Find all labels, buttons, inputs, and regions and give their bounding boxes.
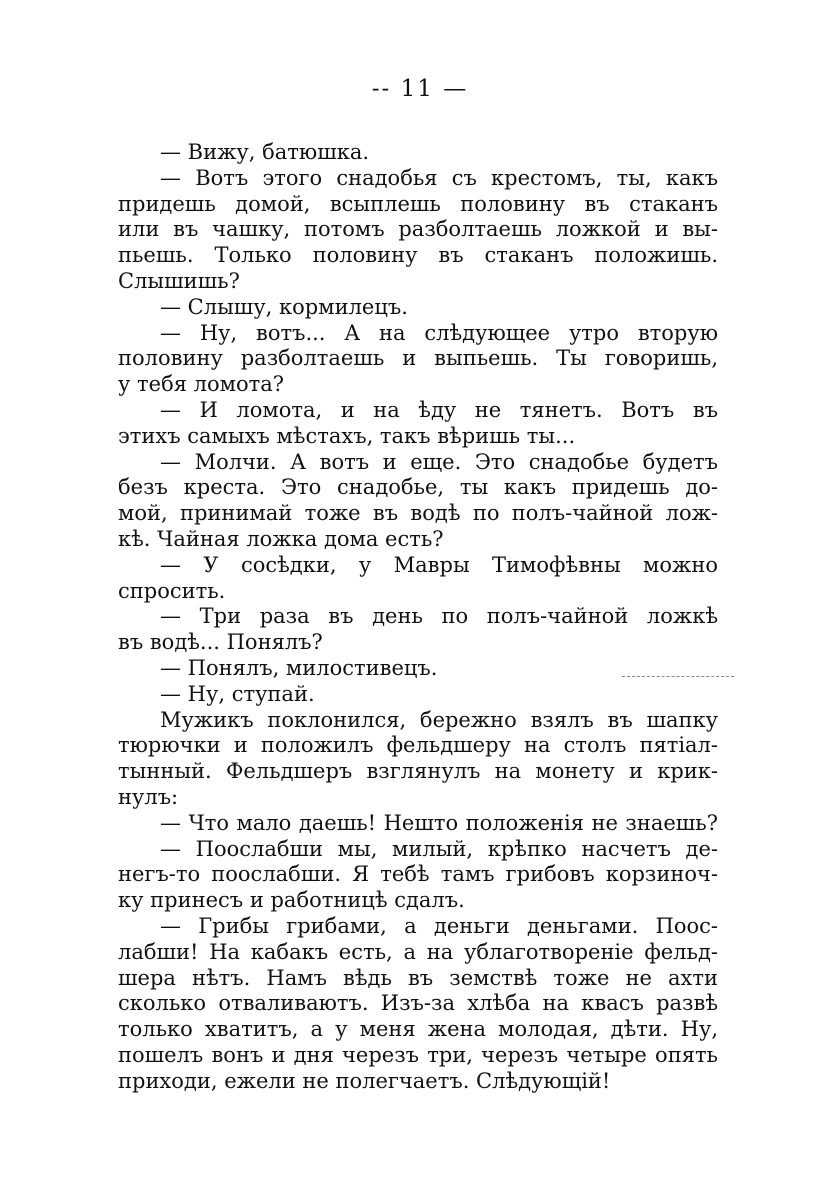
text-line: — И ломота, и на ѣду не тянетъ. Вотъ въ: [160, 397, 718, 422]
text-line: — Ну, вотъ... А на слѣдующее утро вторую: [160, 320, 718, 345]
text-line: только хватитъ, а у меня жена молодая, дѣти. Ну,: [118, 1017, 718, 1042]
text-line: негъ-то пооcлабши. Я тебѣ тамъ грибовъ корзиноч-: [118, 862, 718, 887]
text-line: — Три раза въ день по полъ-чайной ложкѣ: [160, 604, 718, 629]
text-line: ку принесъ и работницѣ сдалъ.: [118, 888, 465, 913]
text-line: — Понялъ, милостивецъ.: [160, 655, 438, 680]
text-line: спросить.: [118, 578, 226, 603]
text-line: Слышишь?: [118, 268, 240, 293]
text-line: этихъ самыхъ мѣстахъ, такъ вѣришь ты...: [118, 423, 576, 448]
text-line: безъ креста. Это снадобье, ты какъ придешь до-: [118, 475, 718, 500]
text-line: — Слышу, кормилецъ.: [160, 294, 408, 319]
text-line: половину разболтаешь и выпьешь. Ты говоришь,: [118, 346, 718, 371]
text-line: или въ чашку, потомъ разболтаешь ложкой и вы-: [118, 217, 718, 242]
text-line: — У сосѣдки, у Мавры Тимофѣвны можно: [160, 552, 718, 577]
page-number: -- 11 —: [371, 76, 469, 102]
text-line: — Вижу, батюшка.: [160, 140, 370, 164]
text-line: пьешь. Только половину въ стаканъ положишь.: [118, 243, 718, 268]
text-line: въ водѣ... Понялъ?: [118, 630, 323, 655]
text-line: придешь домой, всыплешь половину въ стаканъ: [118, 191, 718, 216]
text-line: нулъ:: [118, 784, 179, 809]
text-line: тынный. Фельдшеръ взглянулъ на монету и крик-: [118, 759, 718, 784]
text-line: шера нѣтъ. Намъ вѣдь въ земствѣ тоже не ахти: [118, 965, 718, 990]
text-line: кѣ. Чайная ложка дома есть?: [118, 526, 444, 551]
text-line: — Молчи. А вотъ и еще. Это снадобье будетъ: [160, 449, 718, 474]
text-line: мой, принимай тоже въ водѣ по полъ-чайной лож-: [118, 501, 718, 526]
text-line: — Вотъ этого снадобья съ крестомъ, ты, какъ: [160, 165, 718, 190]
text-line: — Что мало даешь! Нешто положенія не знаешь?: [160, 810, 718, 835]
text-line: лабши! На кабакъ есть, а на ублаготвореніе фельд-: [118, 939, 718, 964]
text-line: — Ну, ступай.: [160, 681, 315, 706]
body-text: [118, 140, 718, 1094]
text-line: Мужикъ поклонился, бережно взялъ въ шапку: [160, 707, 718, 732]
text-line: сколько отваливаютъ. Изъ-за хлѣба на квасъ развѣ: [118, 991, 718, 1016]
text-line: у тебя ломота?: [118, 372, 285, 397]
text-line: — Пооcлабши мы, милый, крѣпко насчетъ де-: [160, 836, 718, 861]
text-line: — Грибы грибами, а деньги деньгами. Поос-: [160, 913, 718, 938]
text-line: тюрючки и положилъ фельдшеру на столъ пятіал-: [118, 733, 718, 758]
text-line: пошелъ вонъ и дня черезъ три, черезъ четыре опять: [118, 1042, 718, 1067]
text-line: приходи, ежели не полегчаетъ. Слѣдующій!: [118, 1068, 611, 1093]
